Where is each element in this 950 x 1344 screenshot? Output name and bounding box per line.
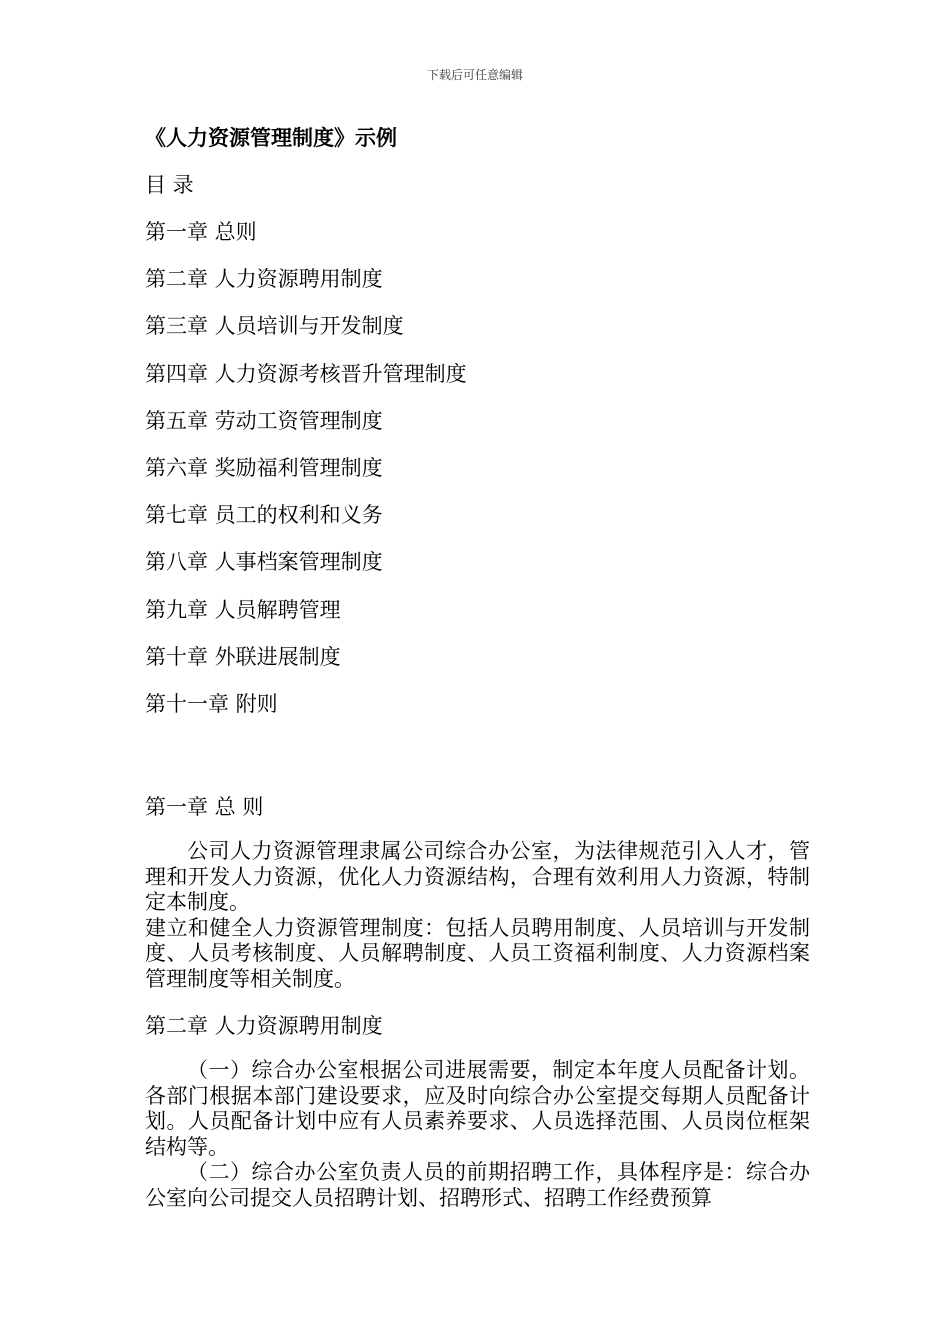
toc-item-chapter-5: 第五章 劳动工资管理制度 xyxy=(145,408,383,433)
spacer xyxy=(145,737,810,793)
toc-item-chapter-2: 第二章 人力资源聘用制度 xyxy=(145,267,383,292)
chapter-1-paragraph-2: 建立和健全人力资源管理制度：包括人员聘用制度、人员培训与开发制度、人员考核制度、人员解聘制度、人员工资福利制度、人力资源档案管理制度等相关制度。 xyxy=(145,915,810,991)
table-of-contents xyxy=(145,218,810,718)
document-title: 《人力资源管理制度》示例 xyxy=(145,125,397,150)
toc-item-chapter-3: 第三章 人员培训与开发制度 xyxy=(145,314,404,339)
toc-item-chapter-7: 第七章 员工的权利和义务 xyxy=(145,503,383,528)
toc-item-chapter-10: 第十章 外联进展制度 xyxy=(145,644,341,669)
chapter-2-paragraph-2: （二）综合办公室负责人员的前期招聘工作，具体程序是：综合办公室向公司提交人员招聘计划、招聘形式、招聘工作经费预算 xyxy=(145,1160,810,1210)
chapter-2-paragraph-1: （一）综合办公室根据公司进展需要，制定本年度人员配备计划。各部门根据本部门建设要求，应及时向综合办公室提交每期人员配备计划。人员配备计划中应有人员素养要求、人员选择范围、人员岗位框架结构等。 xyxy=(145,1058,810,1159)
spacer xyxy=(145,992,810,1012)
toc-item-chapter-8: 第八章 人事档案管理制度 xyxy=(145,550,383,575)
toc-item-chapter-4: 第四章 人力资源考核晋升管理制度 xyxy=(145,361,467,386)
chapter-1-heading: 第一章 总 则 xyxy=(145,795,264,820)
toc-item-chapter-9: 第九章 人员解聘管理 xyxy=(145,597,341,622)
toc-item-chapter-1: 第一章 总则 xyxy=(145,220,257,244)
toc-item-chapter-11: 第十一章 附则 xyxy=(145,691,278,716)
document-body xyxy=(145,124,810,1211)
header-note: 下载后可任意编辑 xyxy=(426,68,523,82)
toc-item-chapter-6: 第六章 奖励福利管理制度 xyxy=(145,455,383,480)
spacer xyxy=(145,1040,810,1058)
toc-heading: 目 录 xyxy=(145,173,194,197)
spacer xyxy=(145,821,810,839)
chapter-2-heading: 第二章 人力资源聘用制度 xyxy=(145,1014,383,1039)
chapter-1-paragraph-1: 公司人力资源管理隶属公司综合办公室，为法律规范引入人才，管理和开发人力资源，优化人力资源结构，合理有效利用人力资源，特制定本制度。 xyxy=(145,839,810,915)
